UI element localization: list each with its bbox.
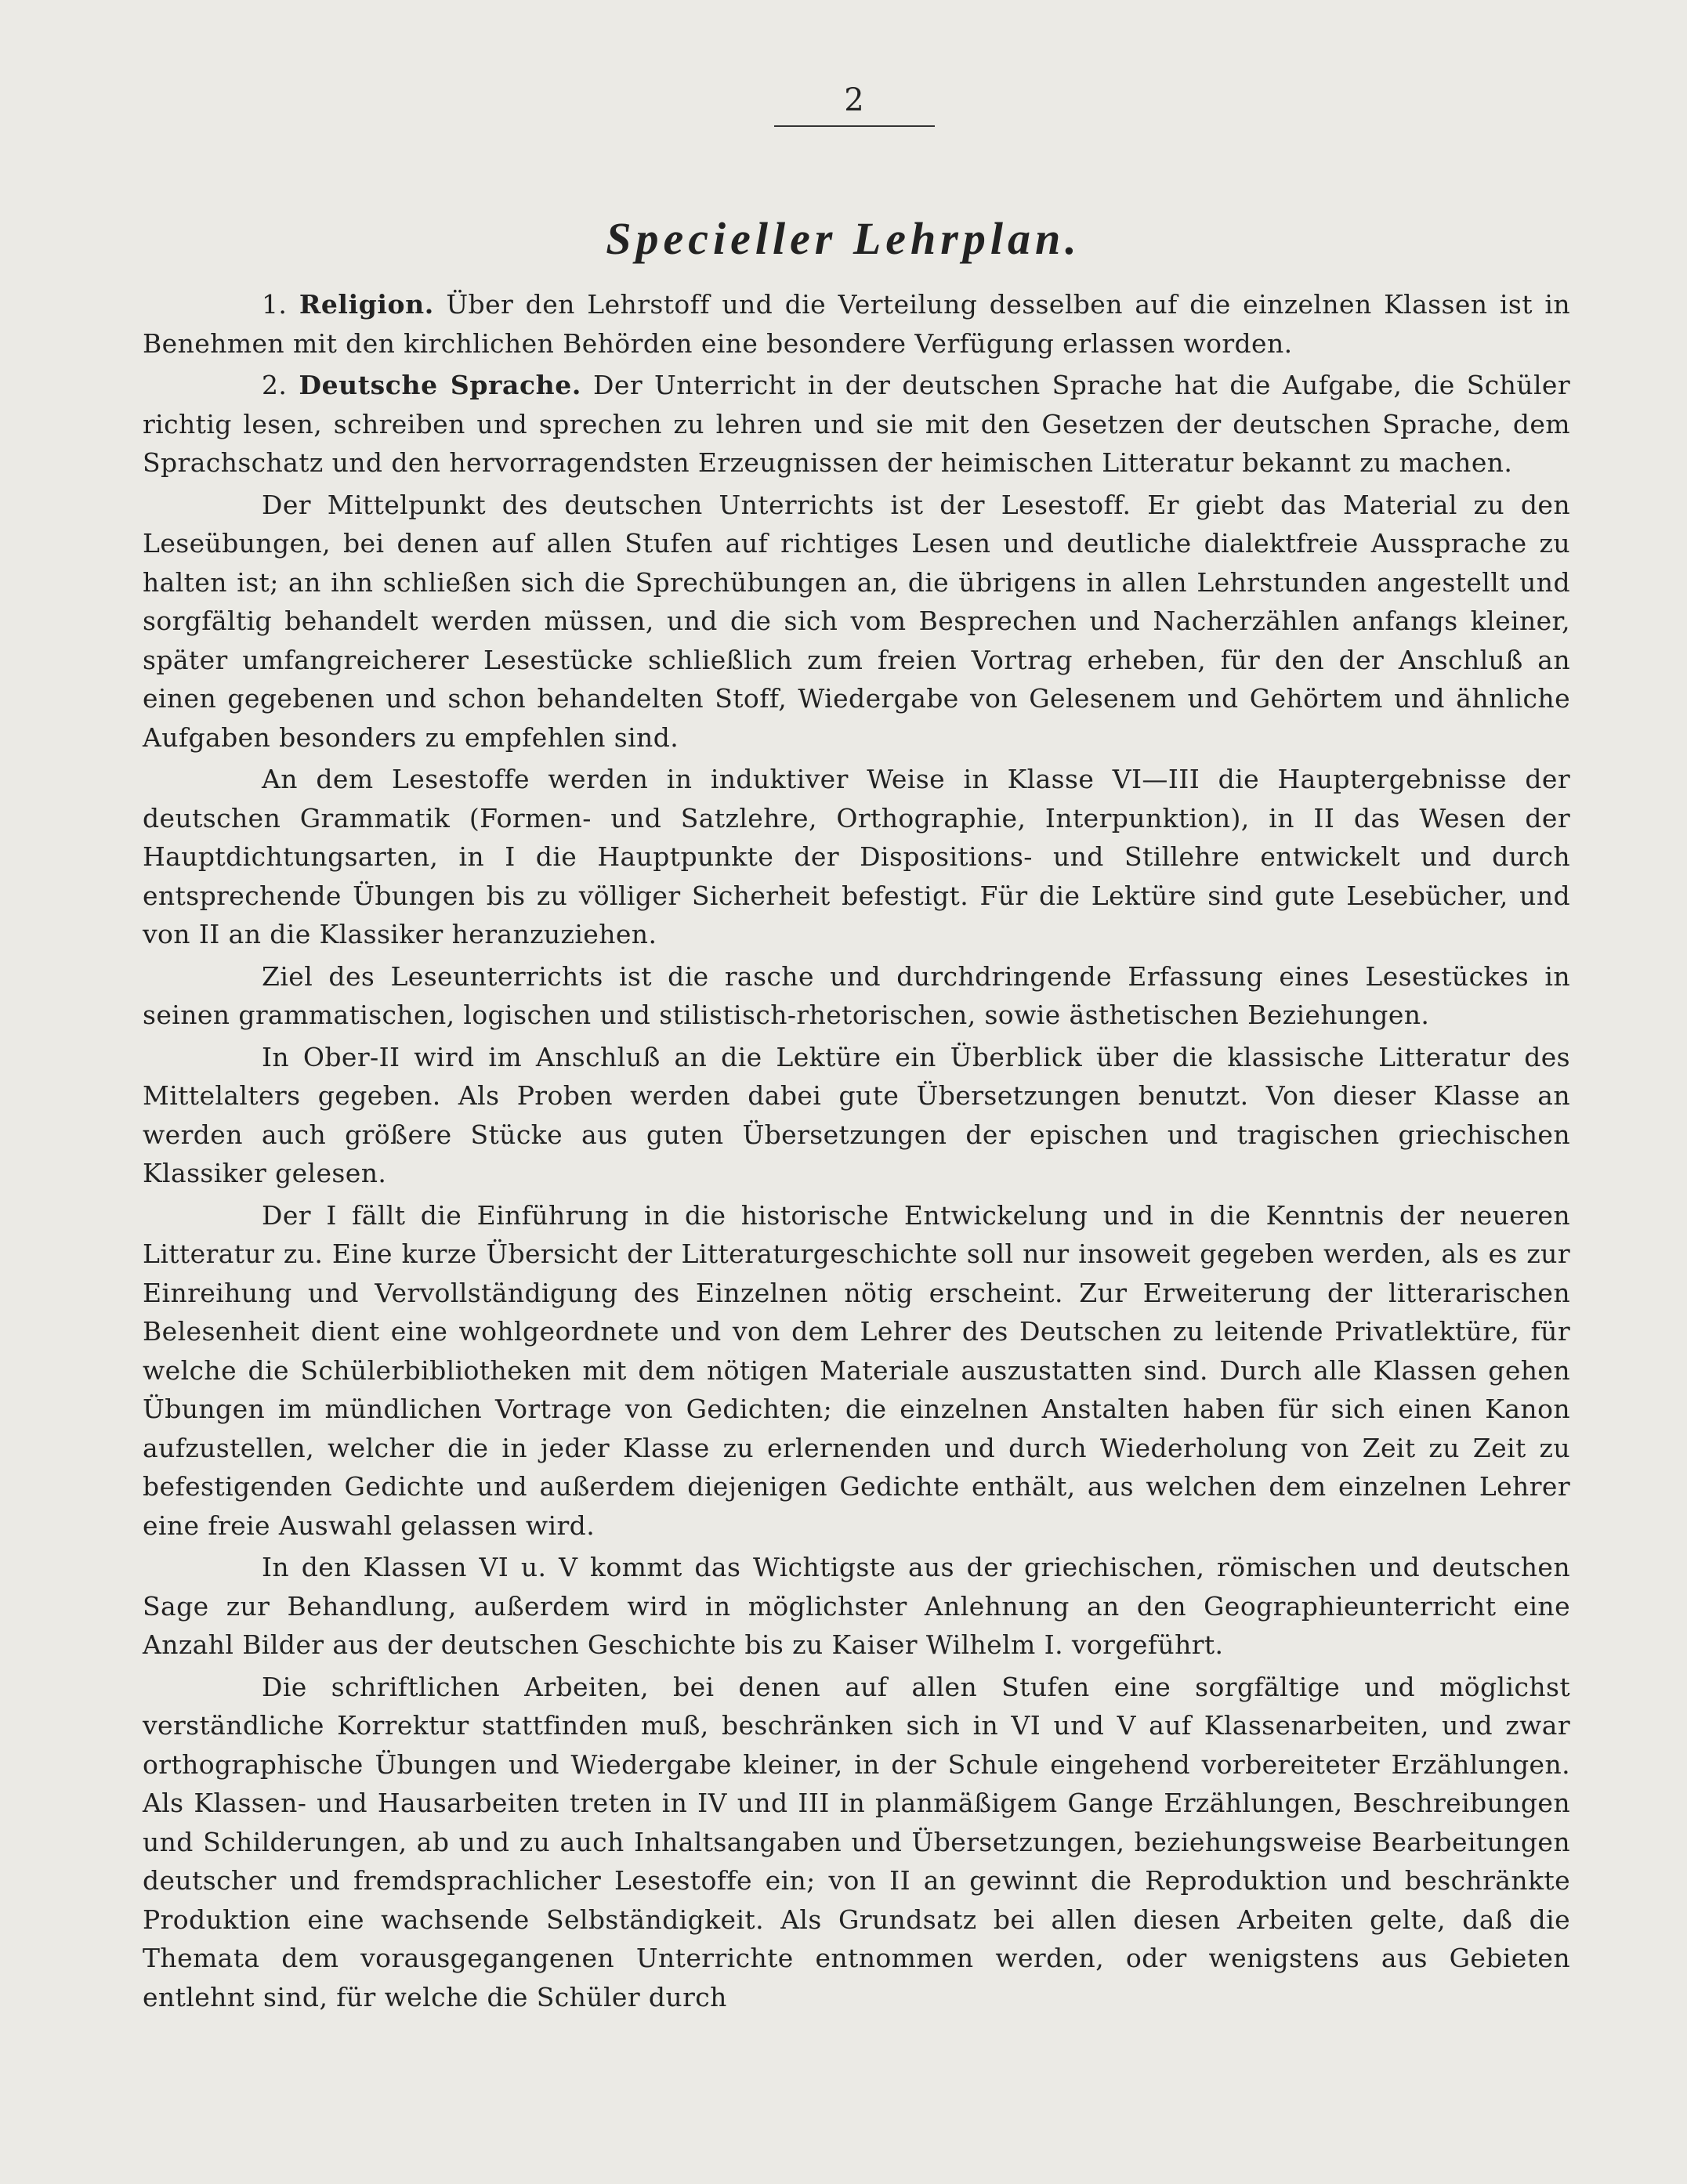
section-text: Über den Lehrstoff und die Verteilung desselben auf die einzelnen Klassen ist in Benehmen mit den kirchlichen Behörden eine besondere Verfügung erlassen worden. — [143, 289, 1571, 359]
paragraph: Ziel des Leseunterrichts ist die rasche und durchdringende Erfassung eines Lesestückes in seinen grammatischen, logischen und stilistisch-rhetorischen, sowie ästhetischen Beziehungen. — [143, 960, 1570, 1030]
section-number: 2. — [262, 370, 288, 400]
section-deutsche-sprache — [143, 366, 1570, 483]
page-number: 2 — [844, 82, 864, 118]
paragraph: Der Mittelpunkt des deutschen Unterrichts ist der Lesestoff. Er giebt das Material zu den Leseübungen, bei denen auf allen Stufen auf richtiges Lesen und deutliche dialektfreie Aussprache zu halten ist; an ihn schließen sich die Sprechübungen an, die übrigens in allen Lehrstunden angestellt und sorgfältig behandelt werden müssen, und die sich vom Besprechen und Nacherzählen anfangs kleiner, später umfangreicherer Lesestücke schließlich zum freien Vortrag erheben, für den der Anschluß an einen gegebenen und schon behandelten Stoff, Wiedergabe von Gelesenem und Gehörtem und ähnliche Aufgaben besonders zu empfehlen sind. — [143, 489, 1570, 753]
paragraph: In den Klassen VI u. V kommt das Wichtigste aus der griechischen, römischen und deutschen Sage zur Behandlung, außerdem wird in möglichster Anlehnung an den Geographieunterricht eine Anzahl Bilder aus der deutschen Geschichte bis zu Kaiser Wilhelm I. vorgeführt. — [143, 1552, 1570, 1660]
page-number-rule — [774, 125, 935, 127]
page-title: Specieller Lehrplan. — [606, 213, 1081, 264]
section-number: 1. — [262, 289, 288, 320]
paragraph: Der I fällt die Einführung in die historische Entwickelung und in die Kenntnis der neueren Litteratur zu. Eine kurze Übersicht der Litteraturgeschichte soll nur insoweit gegeben werden, als es zur Einreihung und Vervollständigung des Einzelnen nötig erscheint. Zur Erweiterung der litterarischen Belesenheit dient eine wohlgeordnete und von dem Lehrer des Deutschen zu leitende Privatlektüre, für welche die Schülerbibliotheken mit dem nötigen Materiale auszustatten sind. Durch alle Klassen gehen Übungen im mündlichen Vortrage von Gedichten; die einzelnen Anstalten haben für sich einen Kanon aufzustellen, welcher die in jeder Klasse zu erlernenden und durch Wiederholung von Zeit zu Zeit zu befestigenden Gedichte und außerdem diejenigen Gedichte enthält, aus welchen dem einzelnen Lehrer eine freie Auswahl gelassen wird. — [143, 1199, 1570, 1541]
section-heading: Religion. — [299, 289, 434, 320]
section-religion — [143, 285, 1570, 363]
paragraph: Die schriftlichen Arbeiten, bei denen auf allen Stufen eine sorgfältige und möglichst verständliche Korrektur stattfinden muß, beschränken sich in VI und V auf Klassenarbeiten, und zwar orthographische Übungen und Wiedergabe kleiner, in der Schule eingehend vorbereiteter Erzählungen. Als Klassen- und Hausarbeiten treten in IV und III in planmäßigem Gange Erzählungen, Beschreibungen und Schilderungen, ab und zu auch Inhaltsangaben und Übersetzungen, beziehungsweise Bearbeitungen deutscher und fremdsprachlicher Lesestoffe ein; von II an gewinnt die Reproduktion und beschränkte Produktion eine wachsende Selbständigkeit. Als Grundsatz bei allen diesen Arbeiten gelte, daß die Themata dem vorausgegangenen Unterrichte entnommen werden, oder wenigstens aus Gebieten entlehnt sind, für welche die Schüler durch — [143, 1671, 1570, 2012]
paragraph: An dem Lesestoffe werden in induktiver Weise in Klasse VI—III die Hauptergebnisse der deutschen Grammatik (Formen- und Satzlehre, Orthographie, Interpunktion), in II das Wesen der Hauptdichtungsarten, in I die Hauptpunkte der Dispositions- und Stillehre entwickelt und durch entsprechende Übungen bis zu völliger Sicherheit befestigt. Für die Lektüre sind gute Lesebücher, und von II an die Klassiker heranzuziehen. — [143, 764, 1570, 949]
section-heading: Deutsche Sprache. — [299, 370, 581, 400]
document-body — [143, 285, 1570, 2016]
section-text: Der Unterricht in der deutschen Sprache hat die Aufgabe, die Schüler richtig lesen, schreiben und sprechen zu lehren und sie mit den Gesetzen der deutschen Sprache, dem Sprachschatz und den hervorragendsten Erzeugnissen der heimischen Litteratur bekannt zu machen. — [143, 370, 1571, 478]
paragraph: In Ober-II wird im Anschluß an die Lektüre ein Überblick über die klassische Litteratur des Mittelalters gegeben. Als Proben werden dabei gute Übersetzungen benutzt. Von dieser Klasse an werden auch größere Stücke aus guten Übersetzungen der epischen und tragischen griechischen Klassiker gelesen. — [143, 1041, 1570, 1188]
